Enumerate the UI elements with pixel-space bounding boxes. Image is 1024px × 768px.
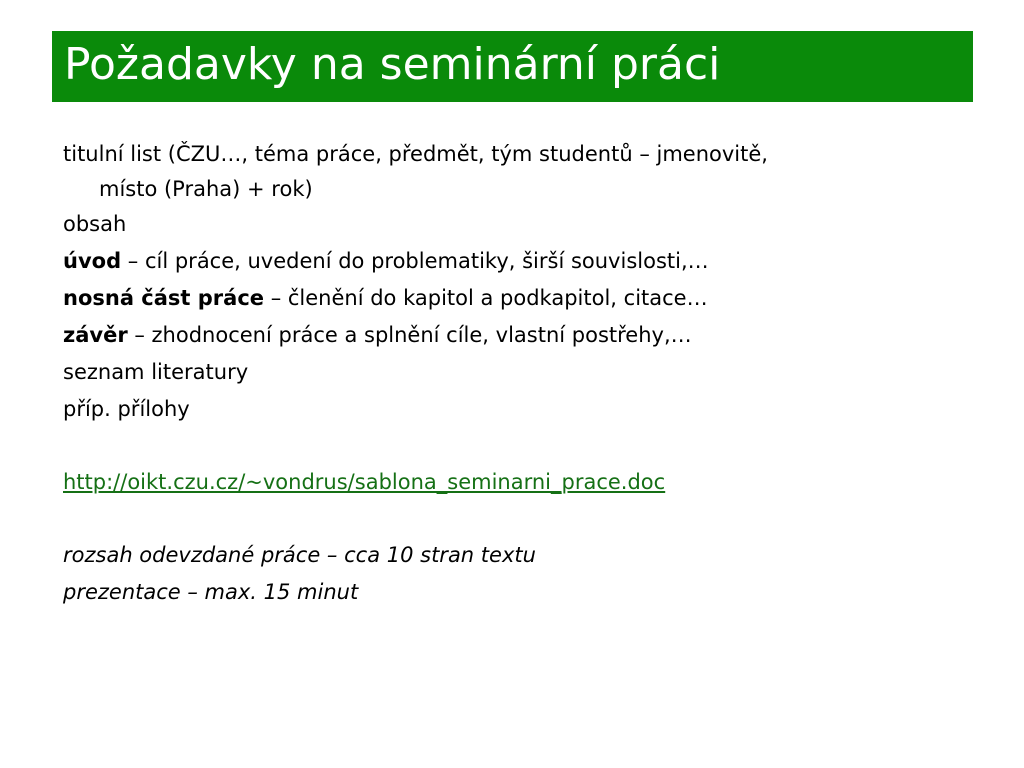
list-item-zaver	[63, 321, 692, 349]
list-item-nosna-cast	[63, 284, 708, 312]
slide-title: Požadavky na seminární práci	[64, 39, 721, 90]
list-item-keyword: úvod	[63, 249, 122, 273]
list-item-text: titulní list (ČZU…, téma práce, předmět, tým studentů – jmenovitě,	[63, 142, 768, 166]
list-item-uvod	[63, 247, 709, 275]
list-item-text: – členění do kapitol a podkapitol, citace…	[264, 286, 708, 310]
list-item-text: místo (Praha) + rok)	[99, 177, 313, 201]
note-text: prezentace – max. 15 minut	[63, 580, 359, 604]
list-item-text: seznam literatury	[63, 360, 249, 384]
list-item-titulni-list-continued	[99, 175, 313, 203]
list-item-text: – zhodnocení práce a splnění cíle, vlastní postřehy,…	[127, 323, 692, 347]
list-item-text: obsah	[63, 212, 127, 236]
note-text: rozsah odevzdané práce – cca 10 stran textu	[63, 543, 536, 567]
list-item-prilohy	[63, 395, 190, 423]
template-link-row	[63, 468, 665, 496]
list-item-titulni-list	[63, 140, 768, 168]
list-item-keyword: závěr	[63, 323, 128, 347]
title-bar	[52, 31, 973, 102]
note-prezentace	[63, 578, 358, 606]
template-link[interactable]: http://oikt.czu.cz/~vondrus/sablona_seminarni_prace.doc	[63, 470, 666, 494]
list-item-seznam-literatury	[63, 358, 248, 386]
note-rozsah	[63, 541, 536, 569]
list-item-text: – cíl práce, uvedení do problematiky, širší souvislosti,…	[121, 249, 709, 273]
list-item-keyword: nosná část práce	[63, 286, 265, 310]
list-item-obsah	[63, 210, 126, 238]
list-item-text: příp. přílohy	[63, 397, 190, 421]
